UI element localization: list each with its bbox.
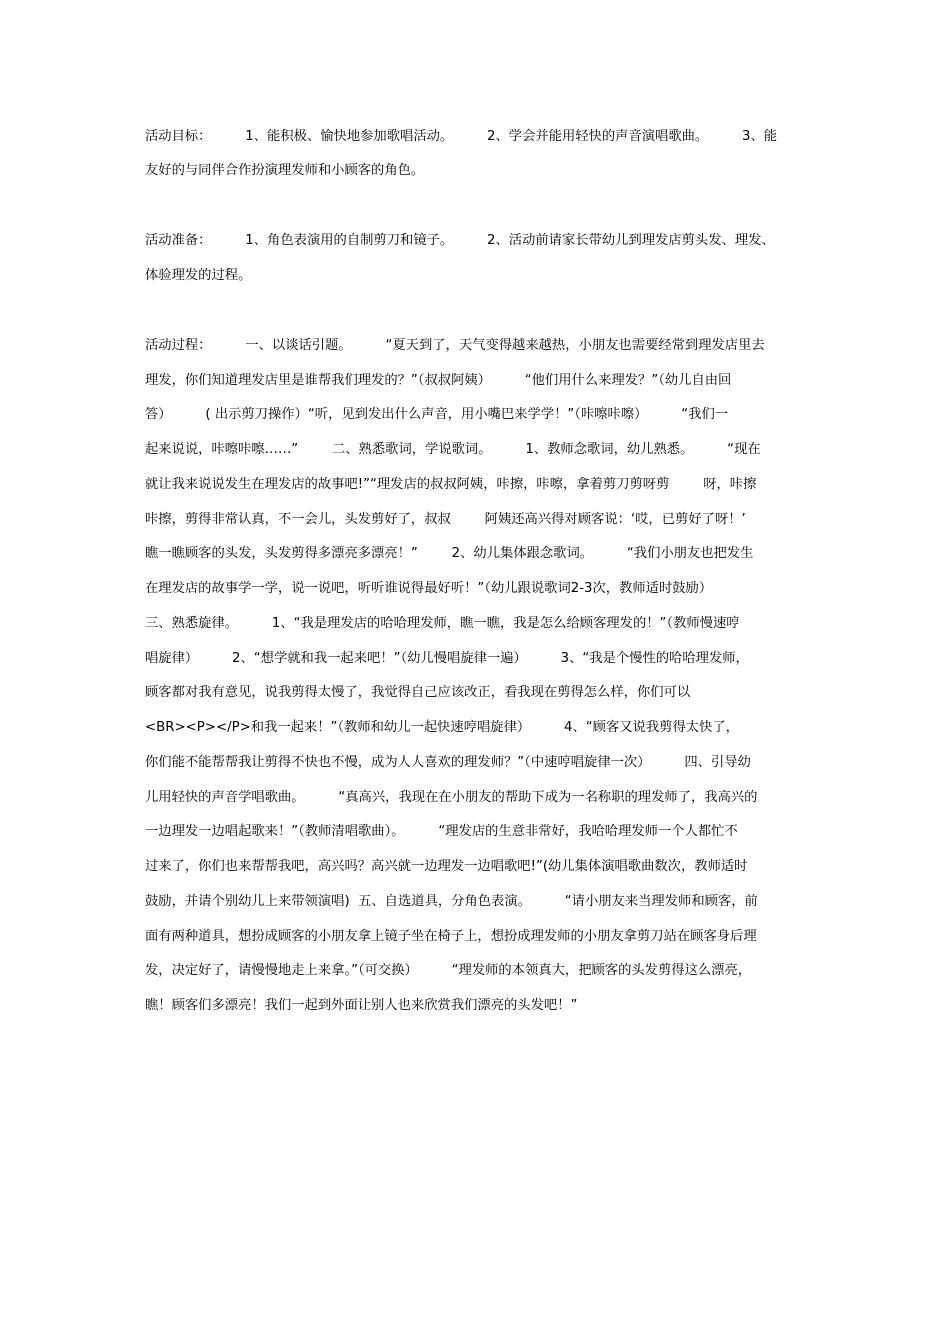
process-line-4: 起来说说，咔嚓咔嚓……” 二、熟悉歌词，学说歌词。 1、教师念歌词，幼儿熟悉。 “现在 [145,442,761,457]
process-line-16: 过来了，你们也来帮帮我吧，高兴吗？高兴就一边理发一边唱歌吧!”(幼儿集体演唱歌曲数次，教师适时 [145,859,748,874]
process-line-20: 瞧！顾客们多漂亮！我们一起到外面让别人也来欣赏我们漂亮的头发吧！” [145,998,578,1013]
process-line-19: 发，决定好了，请慢慢地走上来拿。”（可交换） “理发师的本领真大，把顾客的头发剪得这么漂亮， [145,963,752,978]
goal-line-2: 友好的与同伴合作扮演理发师和小顾客的角色。 [145,163,425,178]
process-line-18: 面有两种道具，想扮成顾客的小朋友拿上镜子坐在椅子上，想扮成理发师的小朋友拿剪刀站在顾客身后理 [145,929,757,944]
process-line-11: 顾客都对我有意见，说我剪得太慢了，我觉得自己应该改正，看我现在剪得怎么样，你们可以 [145,685,691,700]
process-line-7: 瞧一瞧顾客的头发，头发剪得多漂亮多漂亮！” 2、幼儿集体跟念歌词。 “我们小朋友也把发生 [145,546,754,561]
process-line-10: 唱旋律） 2、“想学就和我一起来吧！”（幼儿慢唱旋律一遍） 3、“我是个慢性的哈哈理发师， [145,651,749,666]
process-line-17: 鼓励，并请个别幼儿上来带领演唱) 五、自选道具，分角色表演。 “请小朋友来当理发师和顾客，前 [145,894,758,909]
process-line-6: 咔擦，剪得非常认真，不一会儿，头发剪好了，叔叔 阿姨还高兴得对顾客说：‘哎，已剪好了呀！’ [145,512,746,527]
process-line-12: <BR><P></P>和我一起来！”（教师和幼儿一起快速哼唱旋律） 4、“顾客又说我剪得太快了， [145,720,739,735]
process-line-8: 在理发店的故事学一学，说一说吧，听听谁说得最好听！”（幼儿跟说歌词2-3次，教师适时鼓励） [145,581,713,596]
prep-line-2: 体验理发的过程。 [145,268,252,283]
process-line-14: 儿用轻快的声音学唱歌曲。 “真高兴，我现在在小朋友的帮助下成为一名称职的理发师了，我高兴的 [145,790,758,805]
process-line-3: 答） ( 出示剪刀操作）“听，见到发出什么声音，用小嘴巴来学学！”（咔嚓咔嚓） “我们一 [145,407,729,422]
process-line-13: 你们能不能帮帮我让剪得不快也不慢，成为人人喜欢的理发师？”（中速哼唱旋律一次） 四、引导幼 [145,755,751,770]
process-line-15: 一边理发一边唱起歌来！”（教师清唱歌曲）。 “理发店的生意非常好，我哈哈理发师一个人都忙不 [145,824,738,839]
process-line-1: 活动过程： 一、以谈话引题。 “夏天到了，天气变得越来越热，小朋友也需要经常到理发店里去 [145,338,765,353]
prep-line-1: 活动准备： 1、角色表演用的自制剪刀和镜子。 2、活动前请家长带幼儿到理发店剪头发、理发、 [145,233,775,248]
process-line-2: 理发，你们知道理发店里是谁帮我们理发的？”（叔叔阿姨） “他们用什么来理发？”（幼儿自由回 [145,373,732,388]
goal-line-1: 活动目标： 1、能积极、愉快地参加歌唱活动。 2、学会并能用轻快的声音演唱歌曲。 3、能 [145,129,778,144]
process-line-9: 三、熟悉旋律。 1、“我是理发店的哈哈理发师，瞧一瞧，我是怎么给顾客理发的！”（教师慢速哼 [145,616,740,631]
process-line-5: 就让我来说说发生在理发店的故事吧!”“理发店的叔叔阿姨，咔擦，咔嚓，拿着剪刀剪呀剪 呀，咔擦 [145,477,757,492]
